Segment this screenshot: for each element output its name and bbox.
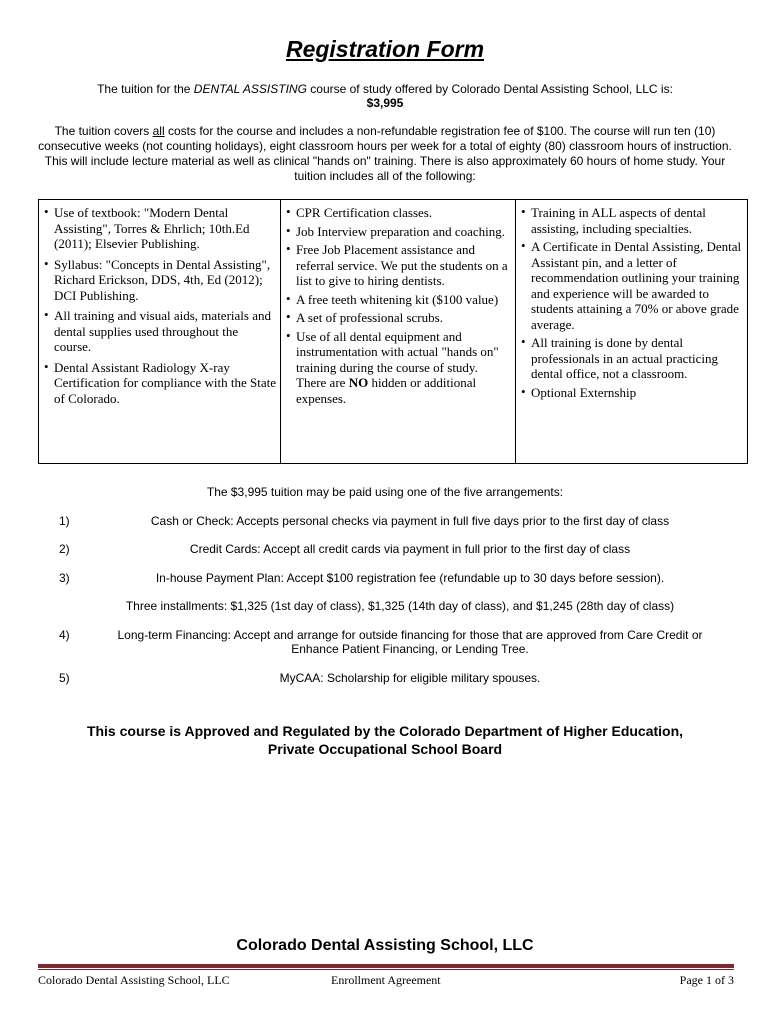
footer-rule-thin	[38, 969, 734, 970]
installments-note: Three installments: $1,325 (1st day of class), $1,325 (14th day of class), and $1,245 (28th day of class)	[125, 599, 675, 613]
feature-item: • CPR Certification classes.	[285, 205, 511, 221]
payment-option-text: MyCAA: Scholarship for eligible military spouses.	[279, 671, 541, 685]
tuition-coverage-paragraph: The tuition covers all costs for the course and includes a non-refundable registration fee of $100. The course will run ten (10) consecutive weeks (not counting holidays), eight classroom hours per week for a total of eighty (80) classroom hours of instruction. This will include lecture material as well as clinical "hands on" training. There is also approximately 60 hours of home study. Your tuition includes all of the following:	[38, 124, 732, 183]
feature-item: • A free teeth whitening kit ($100 value)	[285, 292, 511, 308]
page-title: Registration Form	[285, 36, 485, 62]
feature-item: • All training is done by dental professionals in an actual practicing dental office, not a classroom.	[520, 335, 743, 382]
feature-item: • All training and visual aids, materials and dental supplies used throughout the course.	[43, 308, 276, 355]
feature-item: • Use of all dental equipment and instrumentation with actual "hands on" training during the course of study. There are NO hidden or additional expenses.	[285, 329, 511, 407]
feature-item: • A set of professional scrubs.	[285, 310, 511, 326]
feature-item: • A Certificate in Dental Assisting, Dental Assistant pin, and a letter of recommendation outlining your training and experience will be awarded to students attaining a 70% or above grade average.	[520, 239, 743, 332]
feature-item: • Free Job Placement assistance and referral service. We put the students on a list to give to hiring dentists.	[285, 242, 511, 289]
features-column-1	[39, 200, 281, 463]
feature-item: • Syllabus: "Concepts in Dental Assisting", Richard Erickson, DDS, 4th, Ed (2012); DCI Publishing.	[43, 257, 276, 304]
payment-intro: The $3,995 tuition may be paid using one of the five arrangements:	[206, 485, 564, 499]
school-name: Colorado Dental Assisting School, LLC	[236, 937, 534, 954]
approval-statement	[40, 722, 730, 758]
feature-item: • Job Interview preparation and coaching.	[285, 224, 511, 240]
tuition-price: $3,995	[366, 96, 404, 110]
emphasis-no: NO	[348, 375, 369, 390]
emphasis-all: all	[152, 124, 165, 138]
payment-option-number: 4)	[59, 628, 70, 642]
approval-line-2: Private Occupational School Board	[267, 741, 503, 757]
approval-line-1: This course is Approved and Regulated by the Colorado Department of Higher Education,	[86, 723, 684, 739]
course-name: DENTAL ASSISTING	[193, 82, 307, 96]
payment-option-number: 3)	[59, 571, 70, 585]
payment-option-text: Credit Cards: Accept all credit cards via payment in full prior to the first day of class	[189, 542, 631, 556]
footer-center: Enrollment Agreement	[331, 973, 441, 987]
payment-option-number: 5)	[59, 671, 70, 685]
tuition-intro	[30, 82, 740, 110]
footer-left: Colorado Dental Assisting School, LLC	[38, 973, 230, 987]
page-footer	[38, 973, 734, 989]
feature-item: • Training in ALL aspects of dental assisting, including specialties.	[520, 205, 743, 236]
payment-option-text: Cash or Check: Accepts personal checks via payment in full five days prior to the first day of class	[150, 514, 670, 528]
features-column-2	[281, 200, 516, 463]
footer-page-number: Page 1 of 3	[679, 973, 734, 987]
feature-item: • Dental Assistant Radiology X-ray Certification for compliance with the State of Colorado.	[43, 360, 276, 407]
payment-option-text: Long-term Financing: Accept and arrange for outside financing for those that are approved from Care Credit or Enhance Patient Financing, or Lending Tree.	[117, 628, 703, 656]
footer-rule	[38, 964, 734, 968]
payment-option-text: In-house Payment Plan: Accept $100 registration fee (refundable up to 30 days before session).	[155, 571, 665, 585]
payment-option-number: 1)	[59, 514, 70, 528]
features-column-3	[516, 200, 747, 463]
feature-item: • Use of textbook: "Modern Dental Assisting", Torres & Ehrlich; 10th.Ed (2011); Elsevier Publishing.	[43, 205, 276, 252]
payment-option-number: 2)	[59, 542, 70, 556]
feature-item: • Optional Externship	[520, 385, 743, 401]
tuition-intro-line: The tuition for the DENTAL ASSISTING course of study offered by Colorado Dental Assisting School, LLC is:	[97, 82, 673, 96]
included-features-table	[38, 199, 748, 464]
